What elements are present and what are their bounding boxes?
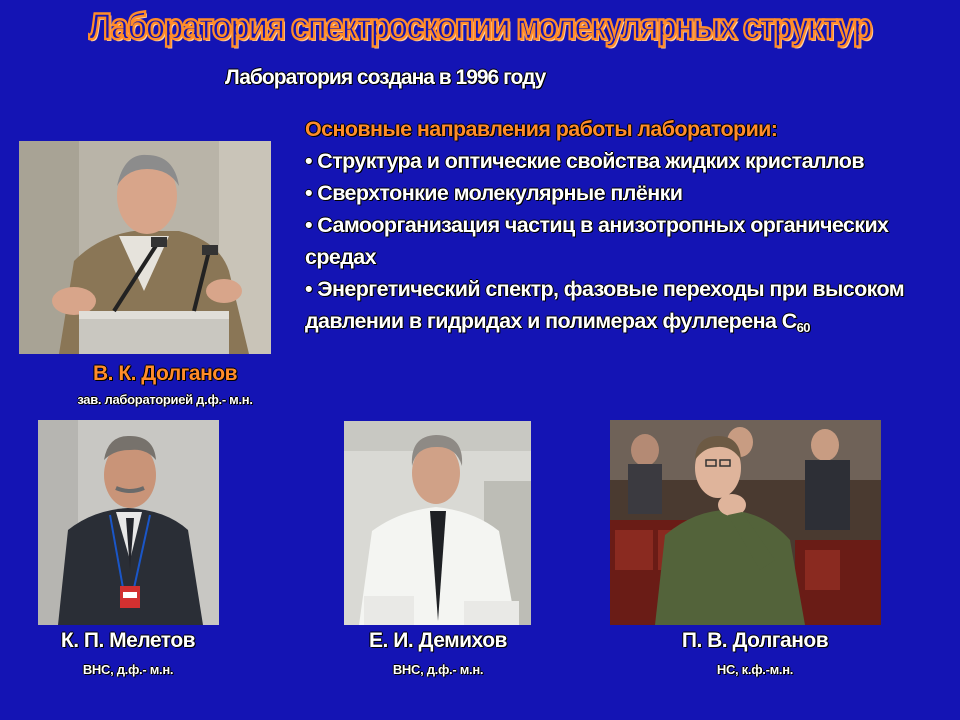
direction-item: • Структура и оптические свойства жидких кристаллов	[305, 149, 864, 173]
page-title: Лаборатория спектроскопии молекулярных структур	[88, 6, 871, 47]
person-role: ВНС, д.ф.- м.н.	[82, 662, 174, 677]
research-directions	[305, 113, 915, 344]
direction-item: • Самоорганизация частиц в анизотропных органических средах	[305, 213, 889, 269]
photo-p-dolganov	[610, 420, 881, 625]
person-name: П. В. Долганов	[681, 629, 829, 652]
direction-item-text: • Энергетический спектр, фазовые переходы при высоком давлении в гидридах и полимерах фуллерена С	[305, 277, 905, 333]
person-name: К. П. Мелетов	[60, 629, 196, 652]
photo-head-of-lab	[19, 141, 271, 354]
photo-demikhov	[344, 421, 531, 625]
person-name: Е. И. Демихов	[369, 629, 507, 652]
photo-meletov	[38, 420, 219, 625]
directions-heading: Основные направления работы лаборатории:	[305, 117, 778, 141]
person-name: В. К. Долганов	[92, 362, 238, 385]
direction-item	[305, 273, 915, 344]
direction-item: • Сверхтонкие молекулярные плёнки	[305, 181, 683, 205]
person-role: зав. лабораторией д.ф.- м.н.	[77, 392, 253, 407]
page-subtitle: Лаборатория создана в 1996 году	[225, 66, 546, 89]
person-role: ВНС, д.ф.- м.н.	[392, 662, 484, 677]
person-role: НС, к.ф.-м.н.	[716, 662, 794, 677]
subscript-60: 60	[796, 320, 810, 335]
